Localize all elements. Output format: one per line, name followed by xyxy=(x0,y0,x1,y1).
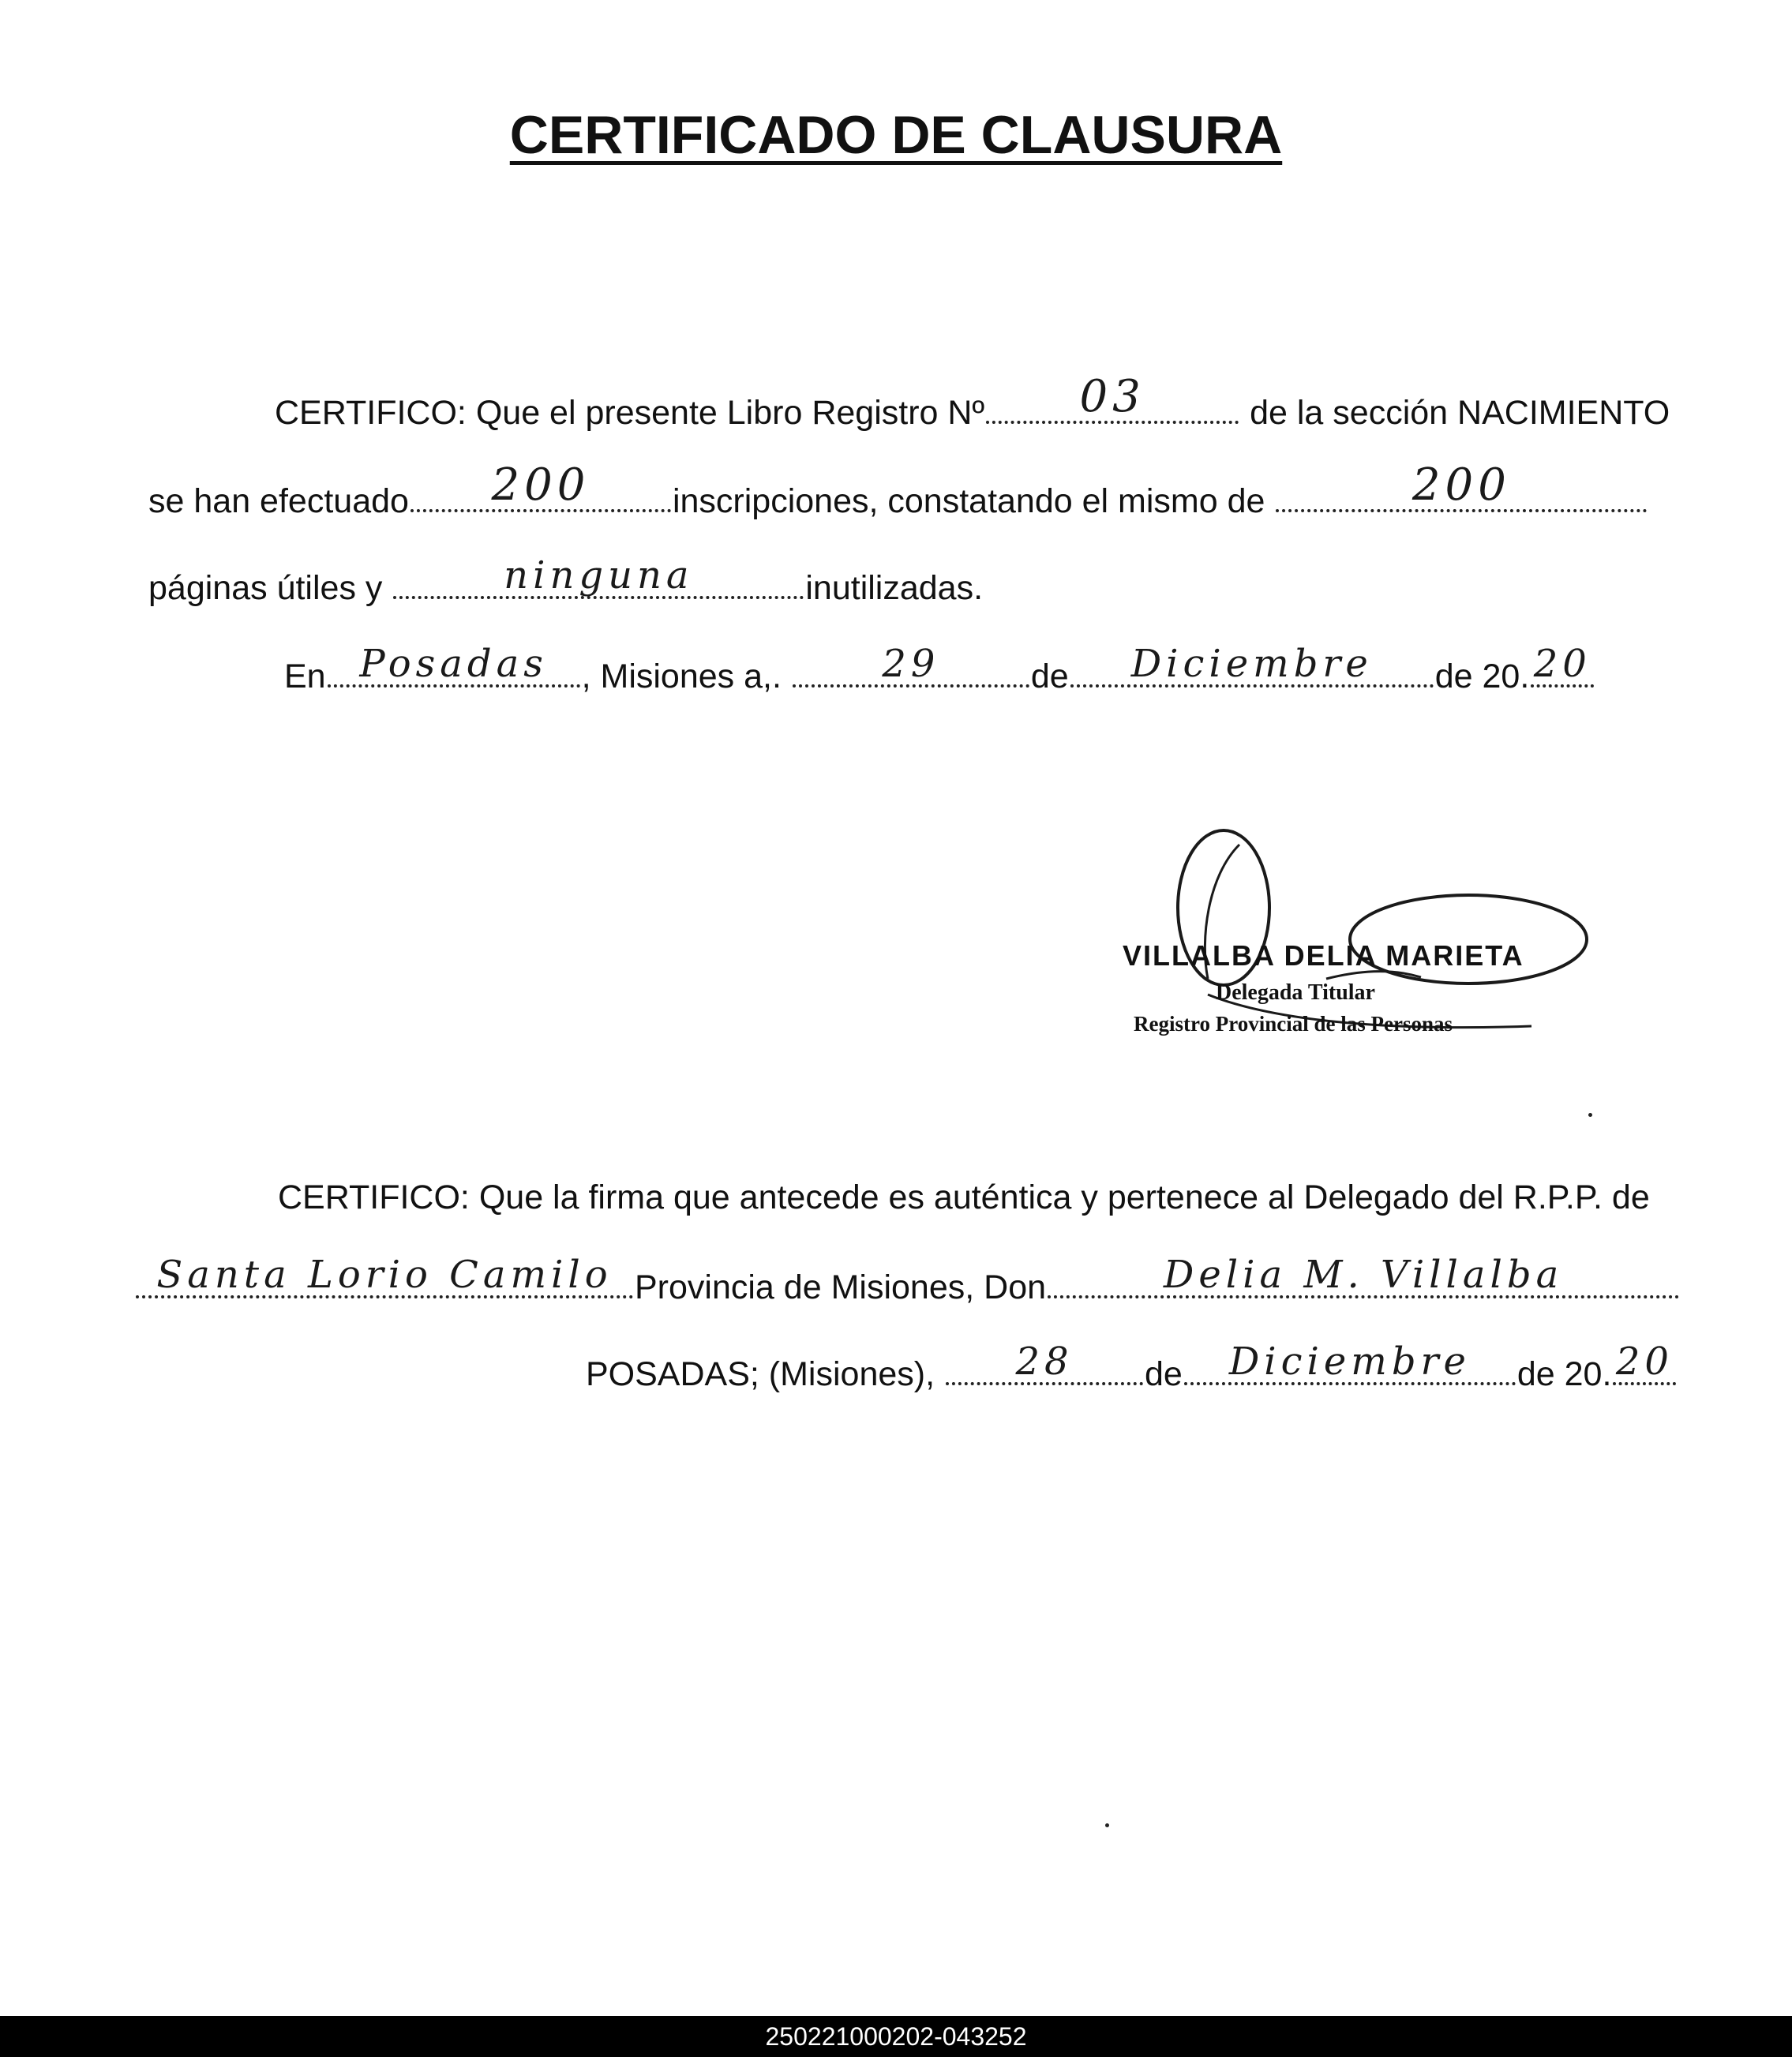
para2-line2-text-a: Provincia de Misiones, Don xyxy=(635,1268,1047,1306)
paginas-handwritten: 200 xyxy=(1411,459,1511,511)
mes-handwritten: Diciembre xyxy=(1130,642,1373,686)
anio-field xyxy=(1531,642,1594,688)
official-stamp xyxy=(1089,829,1595,1050)
lugar-field xyxy=(328,642,580,688)
stamp-role: Delegada Titular xyxy=(1216,980,1375,1005)
para1-line2-text-a: se han efectuado xyxy=(148,482,409,520)
inutilizadas-field xyxy=(393,553,804,599)
mes2-field xyxy=(1184,1339,1516,1385)
dia2-handwritten: 28 xyxy=(1015,1339,1074,1384)
para1-line3-text-a: páginas útiles y xyxy=(148,569,383,607)
lugar-handwritten: Posadas xyxy=(359,642,548,686)
para2-line3-text-a: POSADAS; (Misiones), xyxy=(586,1355,935,1393)
para2-line3 xyxy=(586,1339,1678,1393)
para1-line1 xyxy=(275,371,1670,432)
para1-line4-text-d: de 20. xyxy=(1434,658,1530,695)
para2-line1-text: CERTIFICO: Que la firma que antecede es auténtica y pertenece al Delegado del R.P.P. de xyxy=(278,1178,1650,1216)
dia-handwritten: 29 xyxy=(882,642,940,686)
para1-line4-text-c: de xyxy=(1030,658,1069,695)
inscripciones-handwritten: 200 xyxy=(491,459,590,511)
inutilizadas-handwritten: ninguna xyxy=(504,553,694,598)
scan-speck xyxy=(1105,1823,1109,1827)
nombre-field xyxy=(1048,1253,1679,1298)
para2-line2 xyxy=(134,1253,1681,1306)
document-title: CERTIFICADO DE CLAUSURA xyxy=(509,105,1283,165)
dia2-field xyxy=(946,1339,1143,1385)
para2-line1 xyxy=(278,1178,1650,1216)
localidad-field xyxy=(136,1253,633,1298)
para1-line4 xyxy=(284,642,1595,695)
dia-field xyxy=(793,642,1029,688)
inscripciones-field xyxy=(411,459,671,512)
anio2-handwritten: 20 xyxy=(1615,1339,1674,1384)
stamp-organization: Registro Provincial de las Personas xyxy=(1134,1012,1453,1036)
stamp-name: VILLALBA DELIA MARIETA xyxy=(1123,939,1524,972)
para1-line2 xyxy=(148,459,1648,520)
para1-line1-text-a: CERTIFICO: Que el presente Libro Registro Nº xyxy=(275,394,985,432)
document-id-footer: 250221000202-043252 xyxy=(0,2016,1792,2057)
para1-line4-text-b: , Misiones a,. xyxy=(581,658,782,695)
para2-line3-text-b: de xyxy=(1145,1355,1183,1393)
para1-line3 xyxy=(148,553,984,607)
anio-handwritten: 20 xyxy=(1533,642,1591,686)
localidad-handwritten: Santa Lorio Camilo xyxy=(156,1253,613,1297)
para2-line3-text-c: de 20. xyxy=(1516,1355,1612,1393)
para1-line3-text-b: inutilizadas. xyxy=(805,569,984,607)
registro-number-field xyxy=(986,371,1239,424)
para1-line2-text-b: inscripciones, constatando el mismo de xyxy=(672,482,1265,520)
mes-field xyxy=(1070,642,1434,688)
paginas-field xyxy=(1276,459,1647,512)
scan-speck xyxy=(1588,1113,1592,1117)
mes2-handwritten: Diciembre xyxy=(1228,1339,1471,1384)
para1-line4-text-a: En xyxy=(284,658,326,695)
registro-number-handwritten: 03 xyxy=(1079,371,1145,422)
anio2-field xyxy=(1613,1339,1676,1385)
para1-line1-text-b: de la sección NACIMIENTO xyxy=(1250,394,1670,432)
nombre-handwritten: Delia M. Villalba xyxy=(1163,1253,1564,1297)
